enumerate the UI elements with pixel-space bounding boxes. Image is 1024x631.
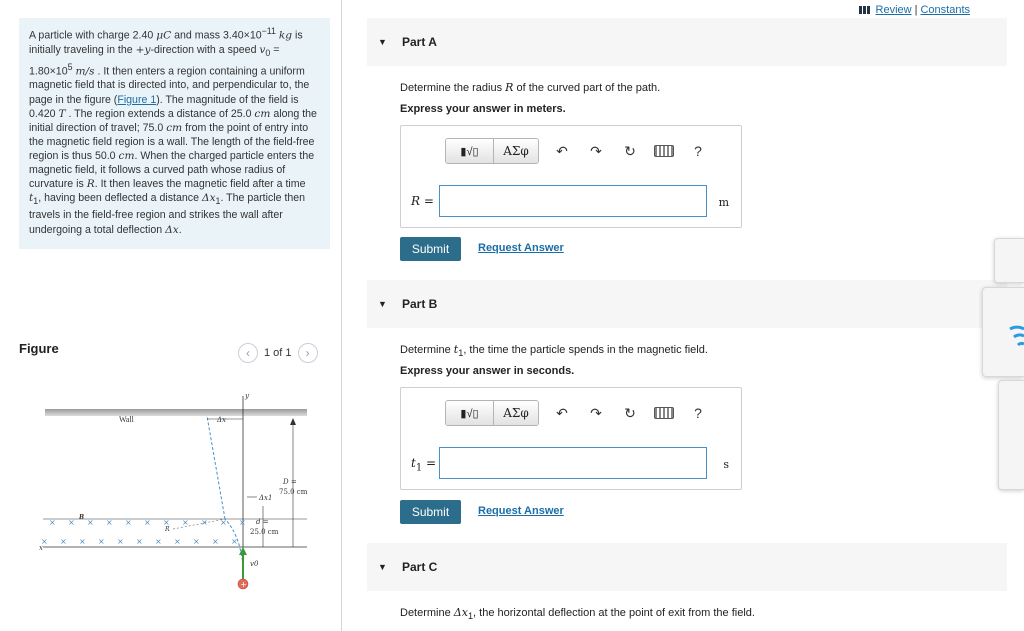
- question-var: t: [453, 343, 459, 356]
- prev-figure-button[interactable]: ‹: [238, 343, 258, 363]
- part-b-answer-box: [400, 387, 742, 490]
- field-marker-icon: ×: [201, 518, 208, 527]
- b-field-label: B: [79, 514, 85, 521]
- subscript: 0: [265, 47, 271, 58]
- math-var: t: [29, 192, 34, 205]
- field-marker-icon: ×: [239, 518, 246, 527]
- field-marker-icon: ×: [117, 537, 124, 546]
- magnetic-field-markers: [41, 518, 246, 546]
- field-marker-icon: ×: [60, 537, 67, 546]
- next-figure-button[interactable]: ›: [298, 343, 318, 363]
- d-big-arrowhead: [290, 418, 296, 425]
- math-unit: m/s: [75, 65, 95, 78]
- d-small-value: 25.0 cm: [250, 528, 279, 536]
- top-links: [859, 4, 970, 16]
- figure-title: Figure: [19, 341, 59, 356]
- part-c-header[interactable]: [367, 543, 1007, 591]
- math-var: Δx: [165, 223, 179, 236]
- part-a-unit: m: [718, 196, 729, 209]
- field-marker-icon: ×: [106, 518, 113, 527]
- math-var: Δx: [201, 192, 216, 205]
- var-symbol: t: [411, 456, 416, 470]
- text: and mass 3.40×10: [171, 29, 262, 42]
- part-a-question: [400, 81, 660, 94]
- text: from the point of entry into the magnetic field region is a wall. The length of the field-free region is thus 50.0: [29, 121, 315, 162]
- question-text: of the curved part of the path.: [513, 82, 661, 94]
- toolbar-group: [445, 400, 539, 426]
- figure-page-count: 1 of 1: [264, 347, 292, 359]
- d-big-label: D =: [283, 478, 297, 486]
- part-a-header[interactable]: [367, 18, 1007, 66]
- help-icon[interactable]: ?: [694, 405, 702, 421]
- figure-link[interactable]: Figure 1: [117, 93, 157, 106]
- field-marker-icon: ×: [68, 518, 75, 527]
- part-c-label: Part C: [402, 560, 438, 574]
- templates-button[interactable]: ▮√▯: [446, 139, 494, 163]
- field-marker-icon: ×: [231, 537, 238, 546]
- part-b-answer-input[interactable]: [439, 447, 707, 479]
- text: -direction with a speed: [150, 43, 260, 56]
- figure-diagram: [35, 388, 325, 603]
- text: . It then enters a region containing a uniform magnetic field that is directed into, and perpendicular to, the page in the figure (: [29, 65, 310, 106]
- text: . When the charged particle enters the magnetic field, it follows a curved path whose radius of curvature is: [29, 149, 315, 191]
- text: , having been deflected a distance: [38, 192, 202, 205]
- field-marker-icon: ×: [220, 518, 227, 527]
- greek-symbols-button[interactable]: ΑΣφ: [494, 139, 538, 163]
- undo-icon[interactable]: ↶: [556, 404, 568, 421]
- keyboard-icon[interactable]: [653, 401, 675, 425]
- text: . It then leaves the magnetic field after a time: [94, 178, 306, 191]
- undo-icon[interactable]: ↶: [556, 142, 568, 159]
- text: ). The magnitude of the field is 0.420: [29, 93, 299, 120]
- collapse-triangle-icon: ▼: [378, 299, 387, 309]
- field-marker-icon: ×: [79, 537, 86, 546]
- question-sub: 1: [467, 611, 474, 622]
- constants-link[interactable]: Constants: [920, 4, 970, 16]
- part-b-header[interactable]: [367, 280, 1007, 328]
- exponent: 5: [67, 61, 73, 72]
- var-symbol: R: [411, 194, 421, 208]
- field-marker-icon: ×: [212, 537, 219, 546]
- question-text: , the horizontal deflection at the point of exit from the field.: [473, 607, 755, 619]
- dx-label: Δx: [217, 416, 227, 424]
- field-marker-icon: ×: [182, 518, 189, 527]
- part-b-label: Part B: [402, 297, 438, 311]
- text: A particle with charge 2.40: [29, 29, 157, 42]
- var-sub: 1: [415, 462, 423, 474]
- part-a-instruction: Express your answer in meters.: [400, 103, 566, 115]
- review-link[interactable]: Review: [875, 4, 912, 16]
- question-var: R: [505, 81, 514, 94]
- y-axis-label: y: [245, 392, 249, 400]
- math-unit: cm: [118, 149, 135, 162]
- equals-sign: =: [422, 456, 437, 470]
- collapse-triangle-icon: ▼: [378, 562, 387, 572]
- keyboard-icon[interactable]: [653, 139, 675, 163]
- part-b-request-answer-link[interactable]: Request Answer: [478, 505, 564, 517]
- part-b-var-label: [411, 456, 436, 473]
- math-unit: μC: [156, 29, 172, 42]
- review-icon: [859, 6, 871, 14]
- wifi-icon: [1006, 325, 1024, 355]
- part-c-question: [400, 606, 755, 621]
- reset-icon[interactable]: ↻: [624, 404, 636, 421]
- background-window[interactable]: [994, 238, 1024, 283]
- field-marker-icon: ×: [41, 537, 48, 546]
- reset-icon[interactable]: ↻: [624, 142, 636, 159]
- redo-icon[interactable]: ↷: [590, 404, 602, 421]
- radius-label: R: [165, 526, 170, 533]
- text: . The particle then travels in the field-free region and strikes the wall after undergoing a total deflection: [29, 192, 306, 236]
- part-b-unit: s: [723, 458, 729, 471]
- background-window[interactable]: [998, 380, 1024, 490]
- field-marker-icon: ×: [155, 537, 162, 546]
- equals-sign: =: [420, 194, 434, 208]
- part-b-instruction: Express your answer in seconds.: [400, 365, 575, 377]
- problem-panel: [0, 0, 342, 631]
- question-text: Determine the radius: [400, 82, 506, 94]
- math-var: +y: [135, 43, 151, 56]
- math-unit: cm: [166, 121, 183, 134]
- velocity-label: v0: [250, 560, 259, 568]
- dx1-label: Δx1: [259, 494, 273, 502]
- greek-symbols-button[interactable]: ΑΣφ: [494, 401, 538, 425]
- collapse-triangle-icon: ▼: [378, 37, 387, 47]
- question-var: Δx: [453, 606, 468, 619]
- field-marker-icon: ×: [193, 537, 200, 546]
- subscript: 1: [215, 196, 221, 207]
- answer-panel: [343, 0, 1024, 631]
- field-marker-icon: ×: [87, 518, 94, 527]
- radius-line: [173, 519, 225, 529]
- field-marker-icon: ×: [98, 537, 105, 546]
- question-sub: 1: [458, 348, 464, 359]
- text: . The region extends a distance of 25.0: [65, 107, 255, 120]
- question-text: Determine: [400, 344, 454, 356]
- question-text: , the time the particle spends in the magnetic field.: [463, 344, 708, 356]
- math-var: R: [86, 178, 95, 191]
- d-small-label: d =: [256, 518, 269, 526]
- part-b-toolbar: [445, 400, 709, 426]
- field-marker-icon: ×: [163, 518, 170, 527]
- text: = 1.80×10: [29, 43, 280, 78]
- part-a-toolbar: [445, 138, 709, 164]
- math-unit: cm: [254, 107, 271, 120]
- problem-statement: [19, 18, 330, 249]
- templates-button[interactable]: ▮√▯: [446, 401, 494, 425]
- help-icon[interactable]: ?: [694, 143, 702, 159]
- part-a-answer-box: [400, 125, 742, 228]
- part-a-var-label: [411, 194, 434, 208]
- charge-sign: +: [240, 580, 248, 589]
- part-b-submit-button[interactable]: Submit: [400, 500, 461, 524]
- field-marker-icon: ×: [174, 537, 181, 546]
- text: .: [178, 223, 182, 236]
- field-marker-icon: ×: [49, 518, 56, 527]
- math-unit: kg: [278, 29, 293, 42]
- wall-label: Wall: [119, 415, 134, 424]
- exponent: −11: [261, 26, 276, 36]
- math-unit: T: [58, 107, 66, 120]
- straight-path: [207, 416, 225, 519]
- part-a-submit-button[interactable]: Submit: [400, 237, 461, 261]
- text: is initially traveling in the: [29, 29, 303, 56]
- text: along the initial direction of travel; 75.0: [29, 107, 317, 134]
- d-big-value: 75.0 cm: [279, 488, 308, 496]
- field-marker-icon: ×: [144, 518, 151, 527]
- separator: |: [914, 4, 918, 16]
- wall: [45, 409, 307, 416]
- figure-pager: [238, 343, 318, 363]
- part-a-label: Part A: [402, 35, 437, 49]
- part-a-answer-input[interactable]: [439, 185, 707, 217]
- question-text: Determine: [400, 607, 454, 619]
- subscript: 1: [33, 196, 39, 207]
- x-axis-label: x: [39, 544, 43, 552]
- redo-icon[interactable]: ↷: [590, 142, 602, 159]
- part-b-question: [400, 343, 708, 358]
- field-marker-icon: ×: [125, 518, 132, 527]
- field-marker-icon: ×: [136, 537, 143, 546]
- part-a-request-answer-link[interactable]: Request Answer: [478, 242, 564, 254]
- math-var: v: [259, 43, 266, 56]
- toolbar-group: [445, 138, 539, 164]
